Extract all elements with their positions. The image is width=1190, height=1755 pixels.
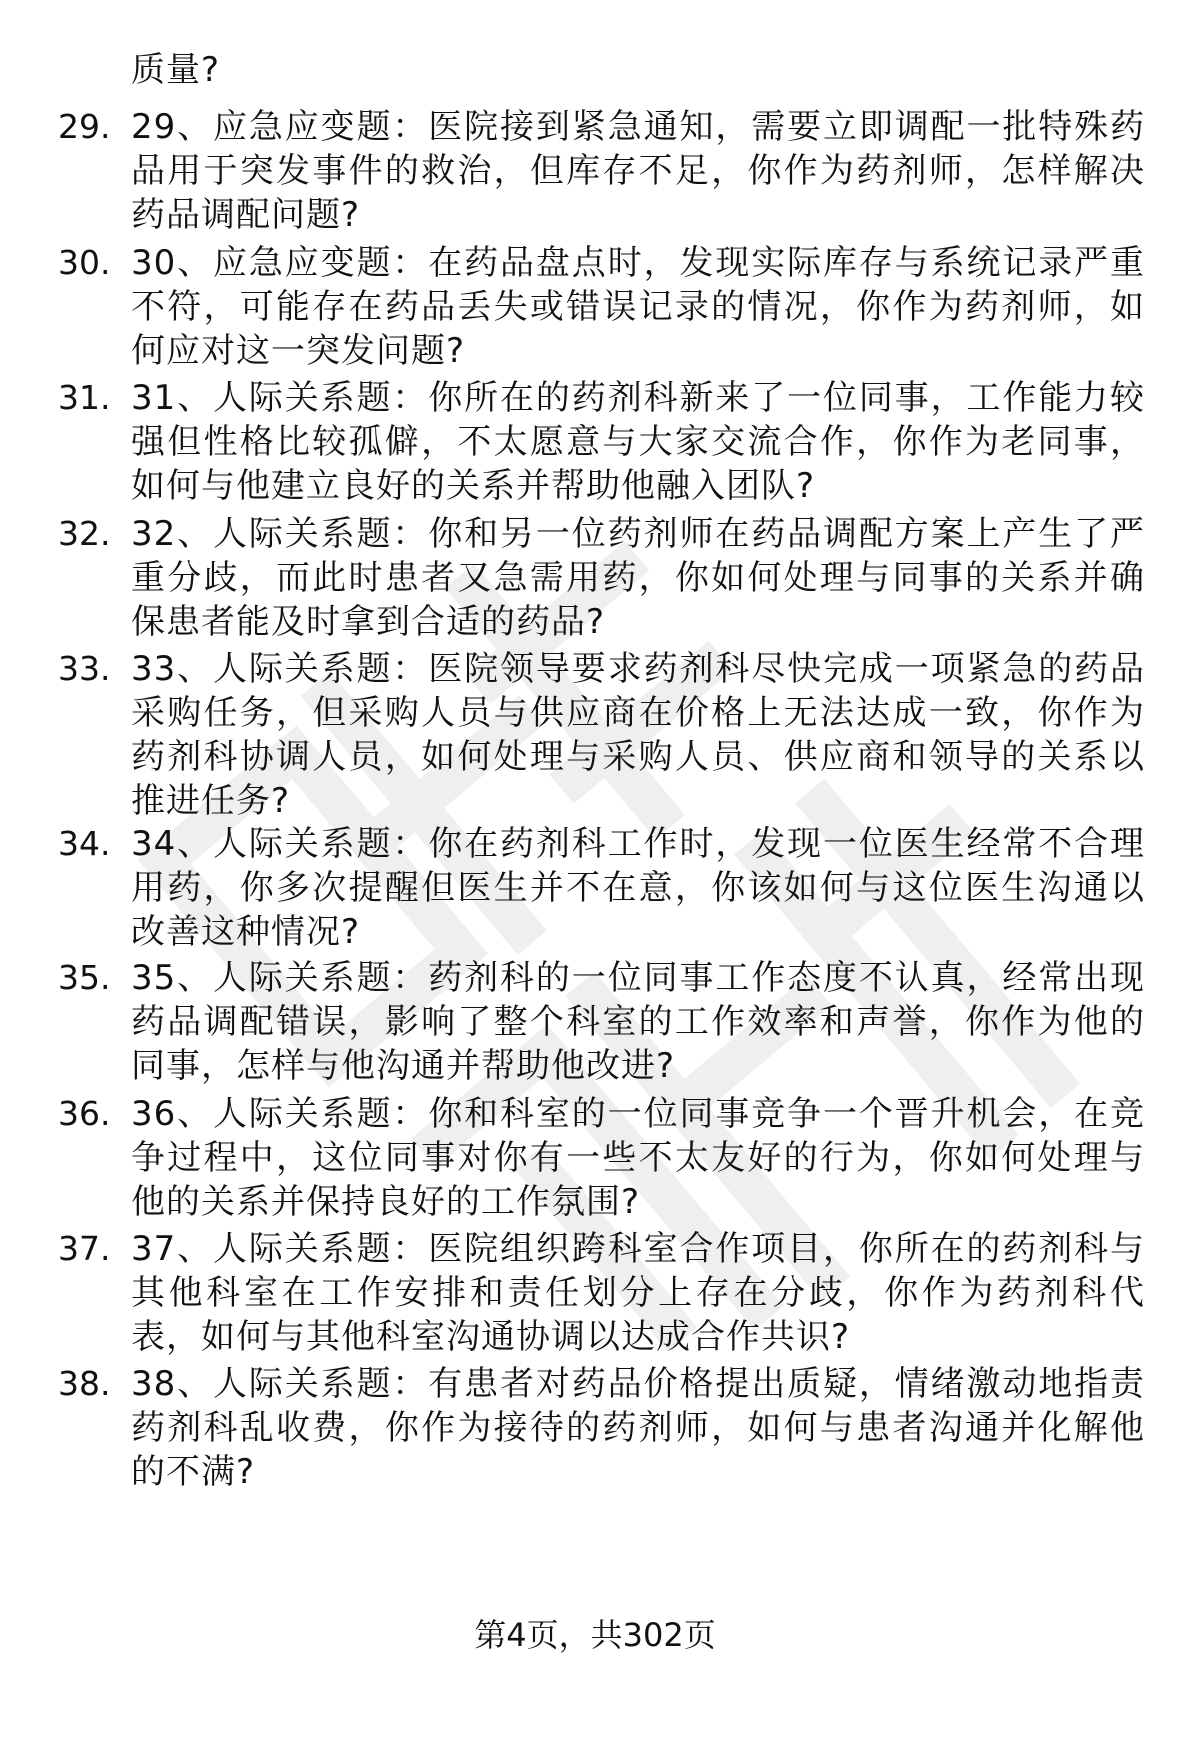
question-number: 38. — [58, 1364, 111, 1403]
question-text: 30、应急应变题：在药品盘点时，发现实际库存与系统记录严重不符，可能存在药品丢失或错误记录的情况，你作为药剂师，如何应对这一突发问题? — [131, 243, 1145, 371]
question-number: 33. — [58, 649, 111, 688]
question-number: 31. — [58, 378, 111, 417]
question-number: 37. — [58, 1229, 111, 1268]
continuation-text: 质量? — [131, 50, 221, 90]
question-number: 30. — [58, 243, 111, 282]
question-text: 37、人际关系题：医院组织跨科室合作项目，你所在的药剂科与其他科室在工作安排和责任划分上存在分歧，你作为药剂科代表，如何与其他科室沟通协调以达成合作共识? — [131, 1229, 1145, 1357]
question-text: 35、人际关系题：药剂科的一位同事工作态度不认真，经常出现药品调配错误，影响了整个科室的工作效率和声誉，你作为他的同事，怎样与他沟通并帮助他改进? — [131, 958, 1145, 1086]
question-text: 33、人际关系题：医院领导要求药剂科尽快完成一项紧急的药品采购任务，但采购人员与供应商在价格上无法达成一致，你作为药剂科协调人员，如何处理与采购人员、供应商和领导的关系以推进任务? — [131, 649, 1145, 821]
question-text: 34、人际关系题：你在药剂科工作时，发现一位医生经常不合理用药，你多次提醒但医生并不在意，你该如何与这位医生沟通以改善这种情况? — [131, 824, 1145, 952]
question-text: 36、人际关系题：你和科室的一位同事竞争一个晋升机会，在竞争过程中，这位同事对你有一些不太友好的行为，你如何处理与他的关系并保持良好的工作氛围? — [131, 1094, 1145, 1222]
question-number: 36. — [58, 1094, 111, 1133]
question-number: 29. — [58, 107, 111, 146]
question-text: 31、人际关系题：你所在的药剂科新来了一位同事，工作能力较强但性格比较孤僻，不太愿意与大家交流合作，你作为老同事，如何与他建立良好的关系并帮助他融入团队? — [131, 378, 1145, 506]
question-number: 35. — [58, 958, 111, 997]
page-footer: 第4页，共302页 — [474, 1616, 716, 1654]
question-number: 34. — [58, 824, 111, 863]
question-number: 32. — [58, 514, 111, 553]
question-text: 29、应急应变题：医院接到紧急通知，需要立即调配一批特殊药品用于突发事件的救治，但库存不足，你作为药剂师，怎样解决药品调配问题? — [131, 107, 1145, 235]
question-text: 38、人际关系题：有患者对药品价格提出质疑，情绪激动地指责药剂科乱收费，你作为接待的药剂师，如何与患者沟通并化解他的不满? — [131, 1364, 1145, 1492]
question-text: 32、人际关系题：你和另一位药剂师在药品调配方案上产生了严重分歧，而此时患者又急需用药，你如何处理与同事的关系并确保患者能及时拿到合适的药品? — [131, 514, 1145, 642]
